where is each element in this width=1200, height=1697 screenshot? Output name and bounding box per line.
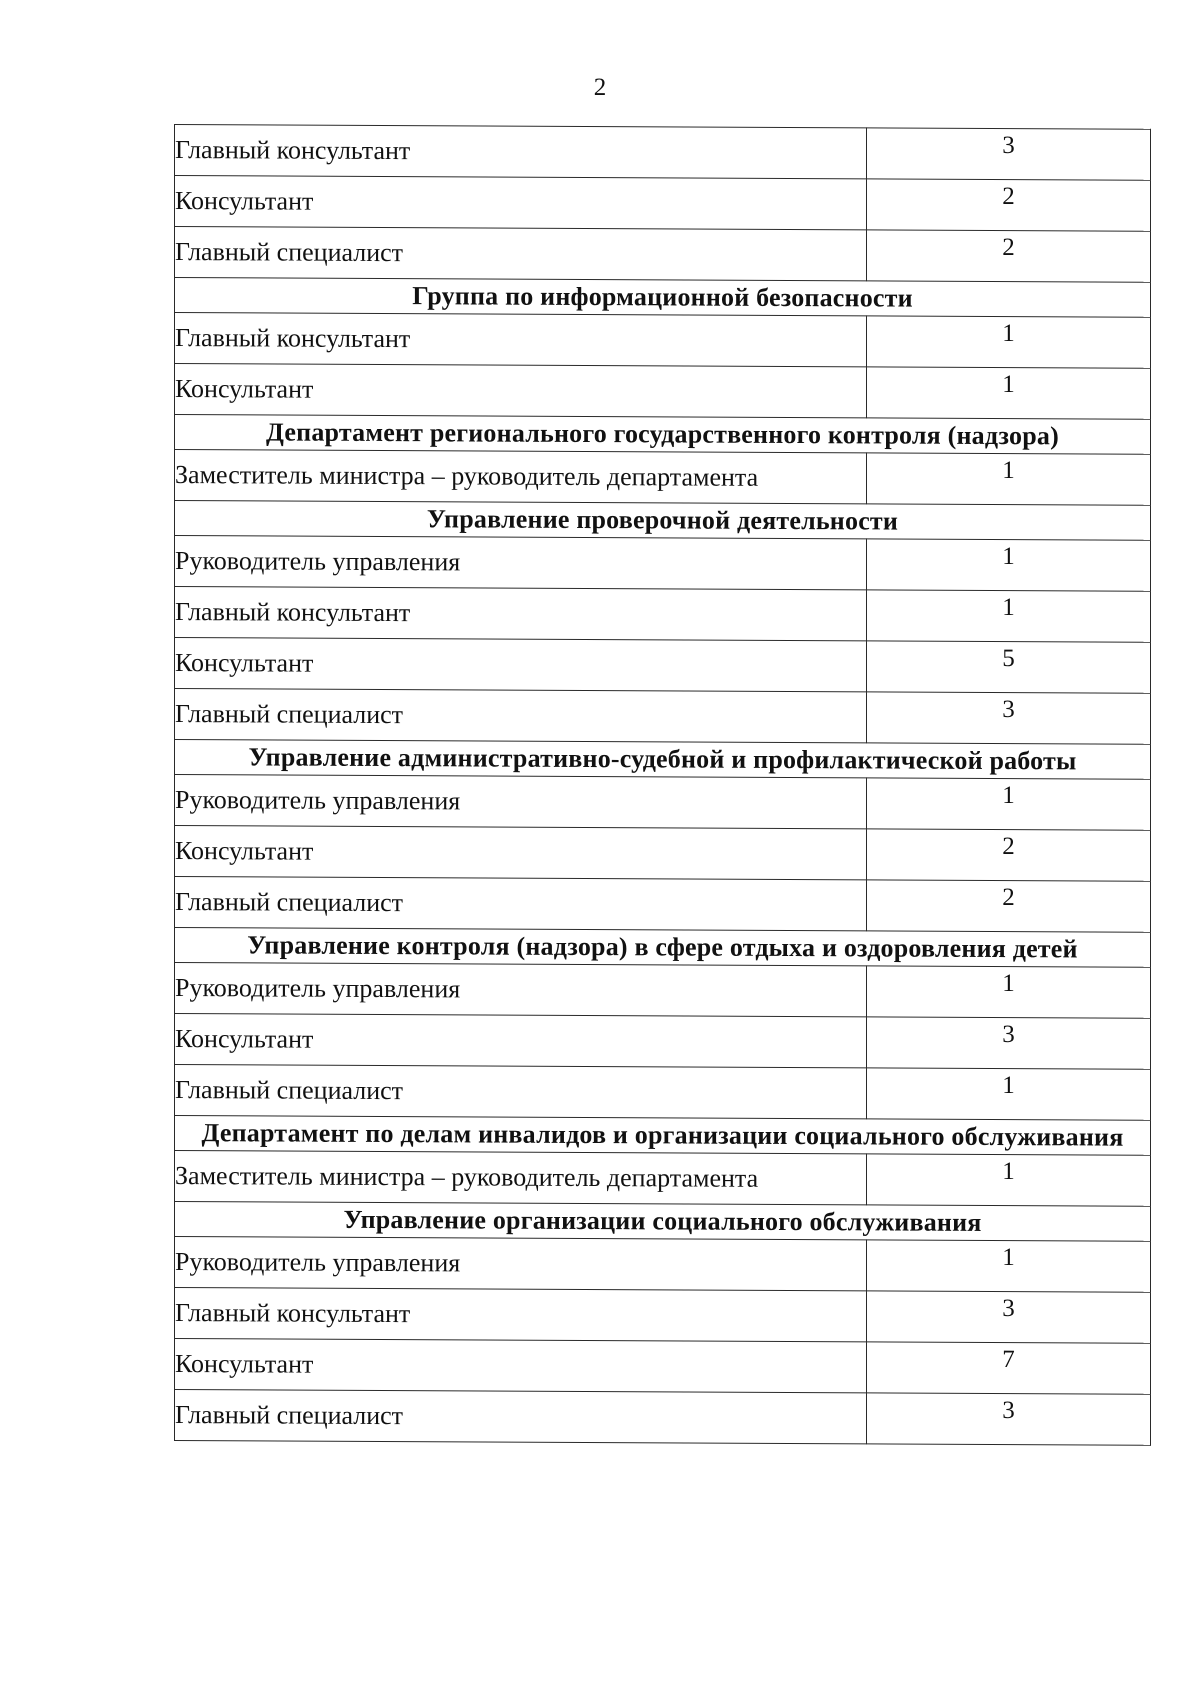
table-row [175,125,1151,181]
count-cell: 1 [867,539,1151,591]
count-cell: 2 [867,179,1151,231]
table-row [175,227,1151,283]
section-header-row [175,1202,1151,1242]
position-cell: Консультант [175,176,867,230]
section-title: Управление проверочной деятельности [175,501,1151,541]
position-cell: Главный консультант [175,313,867,367]
section-header-row [175,1116,1151,1156]
count-cell: 1 [867,778,1151,830]
count-cell: 3 [867,692,1151,744]
count-cell: 5 [867,641,1151,693]
table-row [175,1288,1151,1344]
table-row [175,826,1151,882]
count-cell: 1 [867,1240,1151,1292]
section-title: Управление контроля (надзора) в сфере отдыха и оздоровления детей [175,928,1151,968]
position-cell: Консультант [175,638,867,692]
position-cell: Главный специалист [175,1065,867,1119]
count-cell: 1 [867,1068,1151,1120]
count-cell: 2 [867,829,1151,881]
count-cell: 7 [867,1342,1151,1394]
position-cell: Консультант [175,1339,867,1393]
count-cell: 1 [867,453,1151,505]
table-row [175,587,1151,643]
table-row [175,1151,1151,1207]
position-cell: Руководитель управления [175,775,867,829]
position-cell: Консультант [175,826,867,880]
position-cell: Главный консультант [175,125,867,179]
table-row [175,1065,1151,1121]
table-row [175,638,1151,694]
section-header-row [175,928,1151,968]
table-row [175,313,1151,369]
count-cell: 1 [867,1154,1151,1206]
position-cell: Главный специалист [175,227,867,281]
position-cell: Консультант [175,364,867,418]
position-cell: Главный консультант [175,587,867,641]
table-row [175,877,1151,933]
staffing-table [174,124,1151,1446]
count-cell: 3 [867,128,1151,180]
position-cell: Руководитель управления [175,536,867,590]
position-cell: Главный специалист [175,1390,867,1444]
table-row [175,536,1151,592]
staffing-table-body [175,125,1151,1446]
table-row [175,963,1151,1019]
page-number: 2 [593,74,607,101]
count-cell: 1 [867,966,1151,1018]
count-cell: 2 [867,880,1151,932]
position-cell: Руководитель управления [175,1237,867,1291]
position-cell: Консультант [175,1014,867,1068]
position-cell: Главный консультант [175,1288,867,1342]
section-header-row [175,415,1151,455]
section-header-row [175,501,1151,541]
table-row [175,450,1151,506]
count-cell: 1 [867,316,1151,368]
count-cell: 1 [867,590,1151,642]
count-cell: 3 [867,1291,1151,1343]
section-title: Департамент регионального государственного контроля (надзора) [175,415,1151,455]
count-cell: 1 [867,367,1151,419]
count-cell: 3 [867,1393,1151,1445]
table-row [175,1014,1151,1070]
section-title: Департамент по делам инвалидов и организации социального обслуживания [175,1116,1151,1156]
section-title: Группа по информационной безопасности [175,278,1151,318]
section-title: Управление административно-судебной и профилактической работы [175,740,1151,780]
count-cell: 3 [867,1017,1151,1069]
table-row [175,364,1151,420]
section-header-row [175,278,1151,318]
position-cell: Заместитель министра – руководитель департамента [175,1151,867,1205]
table-row [175,1339,1151,1395]
table-row [175,689,1151,745]
position-cell: Главный специалист [175,689,867,743]
position-cell: Заместитель министра – руководитель департамента [175,450,867,504]
table-row [175,176,1151,232]
section-title: Управление организации социального обслуживания [175,1202,1151,1242]
table-row [175,1390,1151,1446]
count-cell: 2 [867,230,1151,282]
position-cell: Руководитель управления [175,963,867,1017]
table-row [175,1237,1151,1293]
position-cell: Главный специалист [175,877,867,931]
section-header-row [175,740,1151,780]
table-row [175,775,1151,831]
